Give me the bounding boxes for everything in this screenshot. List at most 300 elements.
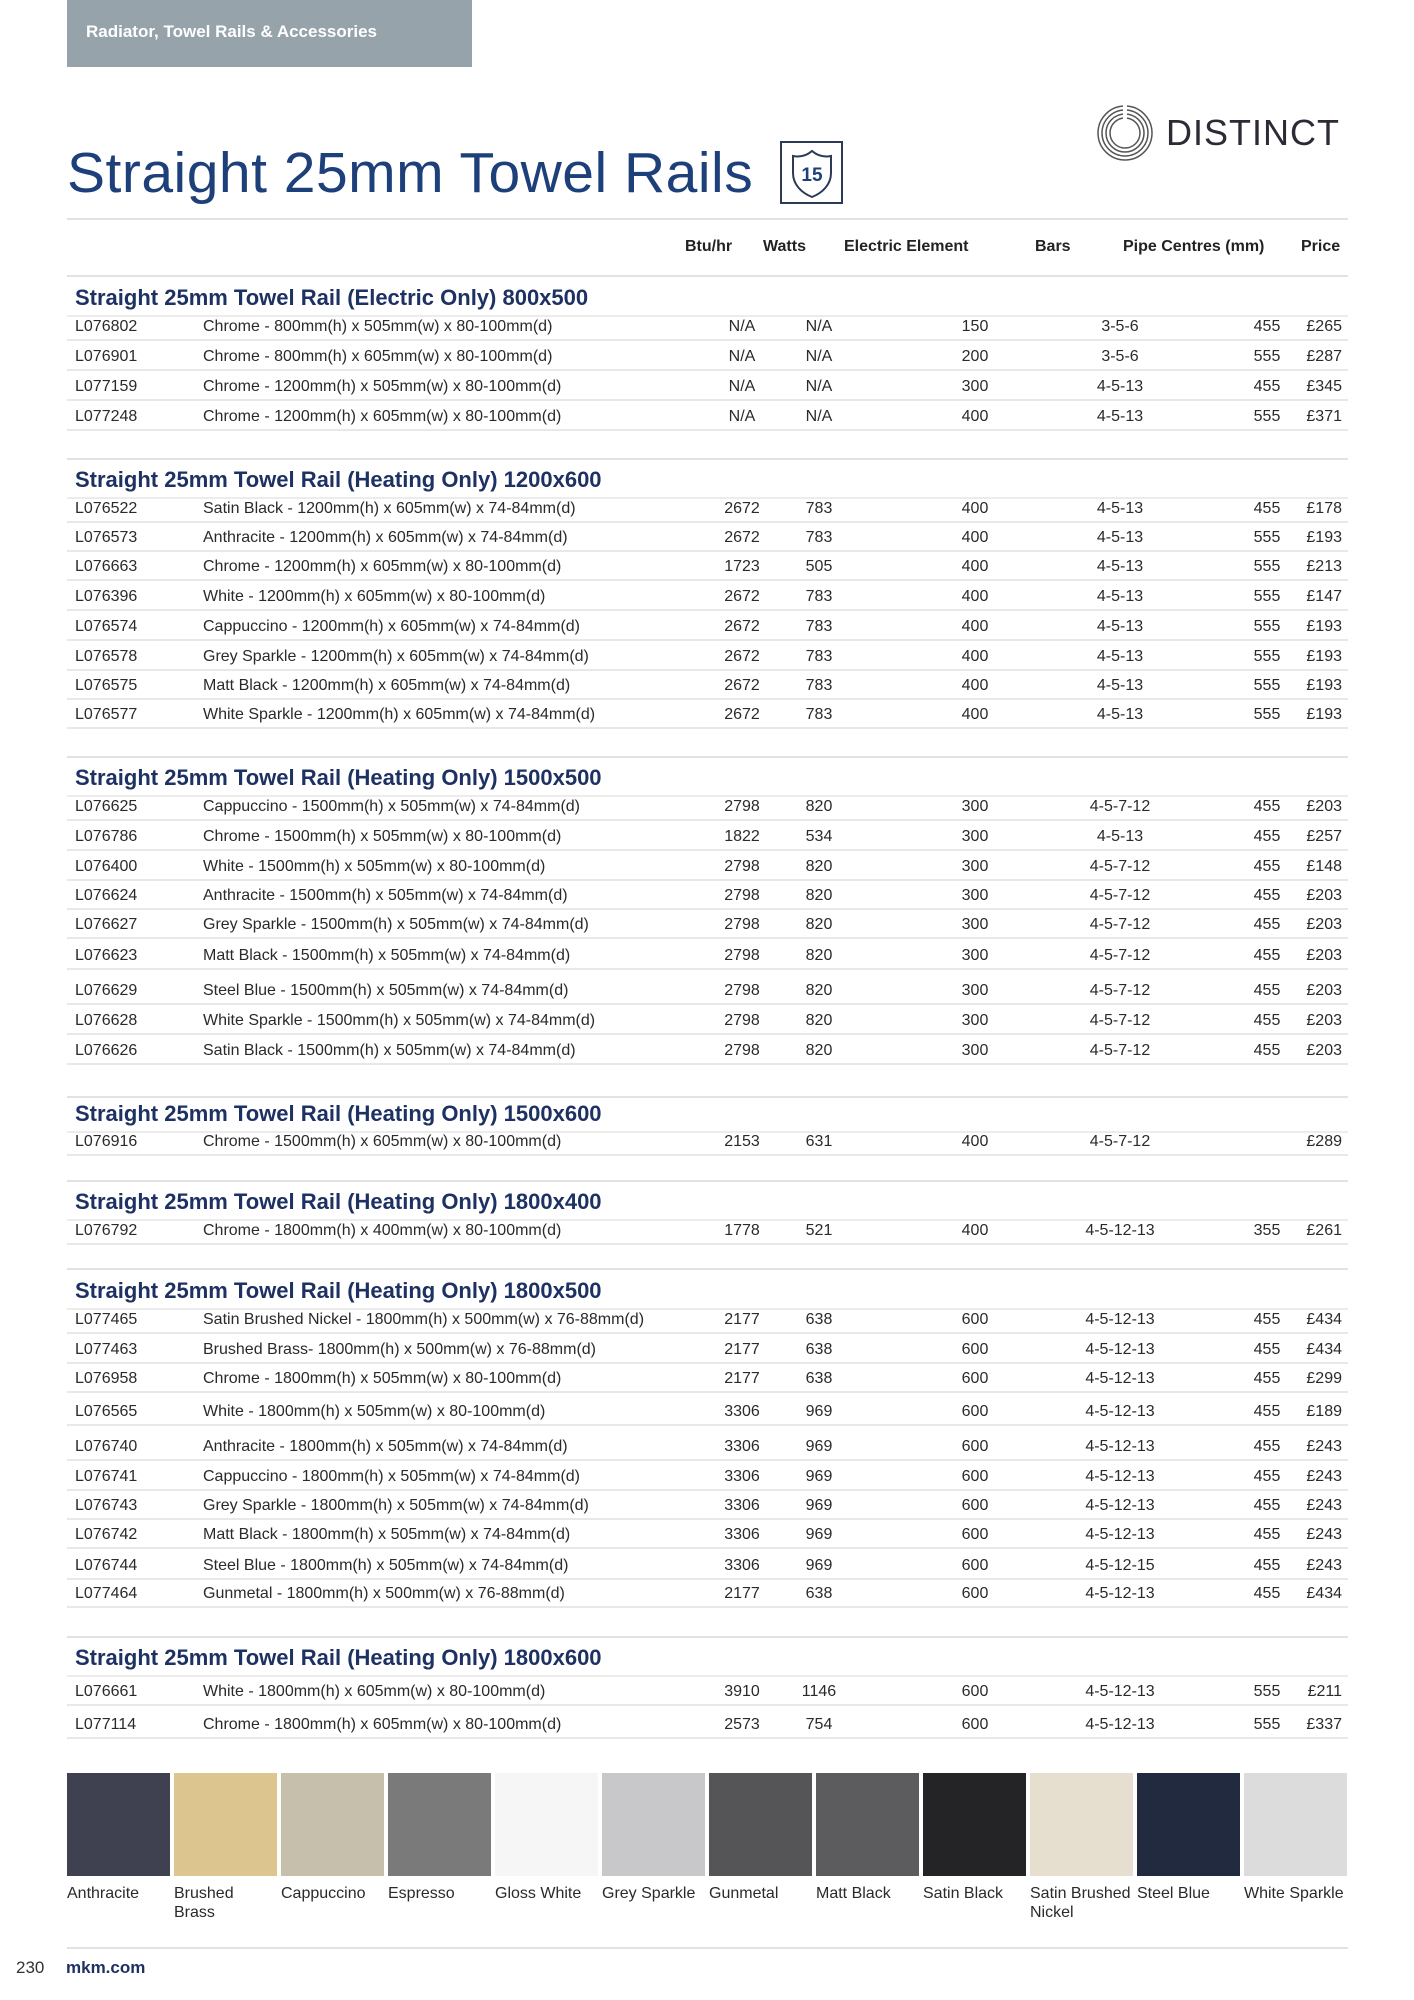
cell-pipe: 555 xyxy=(1253,408,1281,425)
cell-price: £434 xyxy=(1306,1585,1342,1602)
cell-pipe: 455 xyxy=(1253,1012,1281,1029)
cell-element: 300 xyxy=(961,378,989,395)
cell-desc: Chrome - 1500mm(h) x 605mm(w) x 80-100mm(d) xyxy=(203,1133,562,1150)
cell-bars: 4-5-7-12 xyxy=(1089,1012,1151,1029)
swatch-color-chip xyxy=(388,1773,491,1876)
cell-watts: 638 xyxy=(805,1585,833,1602)
cell-pipe: 555 xyxy=(1253,677,1281,694)
cell-desc: Anthracite - 1800mm(h) x 505mm(w) x 74-84mm(d) xyxy=(203,1438,568,1455)
cell-desc: White - 1800mm(h) x 605mm(w) x 80-100mm(d) xyxy=(203,1683,546,1700)
table-row xyxy=(67,1365,1348,1393)
swatch-label: Espresso xyxy=(388,1885,455,1902)
cell-desc: Anthracite - 1500mm(h) x 505mm(w) x 74-84mm(d) xyxy=(203,887,568,904)
cell-price: £243 xyxy=(1306,1438,1342,1455)
cell-desc: Matt Black - 1200mm(h) x 605mm(w) x 74-84mm(d) xyxy=(203,677,571,694)
swatch-label: Matt Black xyxy=(816,1885,891,1902)
section-title: Straight 25mm Towel Rail (Heating Only) 1800x600 xyxy=(75,1645,602,1670)
cell-price: £243 xyxy=(1306,1557,1342,1574)
cell-price: £213 xyxy=(1306,558,1342,575)
swatch-color-chip xyxy=(923,1773,1026,1876)
title-divider xyxy=(67,218,1348,220)
cell-btu: N/A xyxy=(728,408,756,425)
cell-code: L076901 xyxy=(75,348,138,365)
finish-swatch xyxy=(709,1773,812,1903)
cell-bars: 4-5-13 xyxy=(1096,828,1144,845)
cell-btu: 1822 xyxy=(724,828,760,845)
category-tab xyxy=(67,0,472,67)
cell-element: 600 xyxy=(961,1468,989,1485)
cell-code: L077248 xyxy=(75,408,138,425)
shield-icon xyxy=(790,149,834,199)
cell-element: 600 xyxy=(961,1526,989,1543)
cell-bars: 4-5-12-13 xyxy=(1085,1403,1155,1420)
cell-btu: 2177 xyxy=(724,1311,760,1328)
cell-code: L077114 xyxy=(75,1716,137,1733)
cell-btu: 2672 xyxy=(724,677,760,694)
cell-pipe: 455 xyxy=(1253,1468,1281,1485)
cell-code: L076396 xyxy=(75,588,138,605)
table-row xyxy=(67,1037,1348,1065)
cell-code: L076663 xyxy=(75,558,138,575)
finish-swatch xyxy=(1137,1773,1240,1903)
cell-pipe: 455 xyxy=(1253,798,1281,815)
cell-btu: 2798 xyxy=(724,982,760,999)
cell-watts: 505 xyxy=(805,558,833,575)
cell-pipe: 555 xyxy=(1253,529,1281,546)
cell-btu: 2672 xyxy=(724,648,760,665)
cell-element: 400 xyxy=(961,706,989,723)
table-row xyxy=(67,1678,1348,1706)
cell-pipe: 555 xyxy=(1253,618,1281,635)
cell-bars: 4-5-7-12 xyxy=(1089,916,1151,933)
cell-pipe: 455 xyxy=(1253,1311,1281,1328)
cell-btu: 3910 xyxy=(724,1683,760,1700)
section-title: Straight 25mm Towel Rail (Heating Only) 1800x500 xyxy=(75,1278,602,1303)
cell-bars: 4-5-13 xyxy=(1096,677,1144,694)
row-divider xyxy=(67,669,1348,671)
swatch-color-chip xyxy=(816,1773,919,1876)
row-divider xyxy=(67,609,1348,611)
cell-code: L076741 xyxy=(75,1468,138,1485)
cell-watts: 783 xyxy=(805,706,833,723)
cell-price: £203 xyxy=(1306,947,1342,964)
cell-btu: 2672 xyxy=(724,706,760,723)
finish-swatches xyxy=(67,1773,1348,1953)
row-divider xyxy=(67,1003,1348,1005)
cell-desc: Cappuccino - 1800mm(h) x 505mm(w) x 74-84mm(d) xyxy=(203,1468,580,1485)
cell-price: £203 xyxy=(1306,916,1342,933)
cell-desc: White Sparkle - 1500mm(h) x 505mm(w) x 74-84mm(d) xyxy=(203,1012,596,1029)
cell-watts: 783 xyxy=(805,529,833,546)
finish-swatch xyxy=(1030,1773,1133,1922)
row-divider xyxy=(67,1243,1348,1245)
cell-element: 300 xyxy=(961,947,989,964)
cell-bars: 4-5-7-12 xyxy=(1089,798,1151,815)
cell-btu: N/A xyxy=(728,318,756,335)
cell-bars: 4-5-12-15 xyxy=(1085,1557,1155,1574)
cell-code: L076577 xyxy=(75,706,138,723)
section-title: Straight 25mm Towel Rail (Heating Only) 1800x400 xyxy=(75,1189,602,1214)
cell-watts: 820 xyxy=(805,858,833,875)
cell-pipe: 455 xyxy=(1253,858,1281,875)
cell-watts: 783 xyxy=(805,618,833,635)
cell-pipe: 555 xyxy=(1253,588,1281,605)
cell-pipe: 455 xyxy=(1253,887,1281,904)
swatch-color-chip xyxy=(602,1773,705,1876)
row-divider xyxy=(67,639,1348,641)
cell-desc: White Sparkle - 1200mm(h) x 605mm(w) x 74-84mm(d) xyxy=(203,706,596,723)
cell-desc: Chrome - 1800mm(h) x 505mm(w) x 80-100mm(d) xyxy=(203,1370,562,1387)
swatch-color-chip xyxy=(709,1773,812,1876)
cell-btu: 2798 xyxy=(724,916,760,933)
cell-element: 150 xyxy=(961,318,989,335)
cell-watts: 969 xyxy=(805,1403,833,1420)
cell-bars: 4-5-13 xyxy=(1096,529,1144,546)
cell-desc: Matt Black - 1800mm(h) x 505mm(w) x 74-84mm(d) xyxy=(203,1526,571,1543)
table-row xyxy=(67,1007,1348,1035)
cell-price: £203 xyxy=(1306,887,1342,904)
table-row xyxy=(67,1711,1348,1739)
row-divider xyxy=(67,1033,1348,1035)
site-link[interactable]: mkm.com xyxy=(66,1958,146,1977)
cell-bars: 4-5-7-12 xyxy=(1089,858,1151,875)
row-divider xyxy=(67,399,1348,401)
cell-code: L077463 xyxy=(75,1341,138,1358)
cell-code: L076565 xyxy=(75,1403,138,1420)
row-divider xyxy=(67,727,1348,729)
cell-price: £203 xyxy=(1306,982,1342,999)
cell-btu: 2798 xyxy=(724,887,760,904)
cell-element: 400 xyxy=(961,1133,989,1150)
swatch-color-chip xyxy=(1137,1773,1240,1876)
cell-element: 600 xyxy=(961,1438,989,1455)
cell-element: 600 xyxy=(961,1370,989,1387)
swatch-color-chip xyxy=(67,1773,170,1876)
cell-code: L076740 xyxy=(75,1438,138,1455)
table-row xyxy=(67,853,1348,881)
cell-desc: Chrome - 1200mm(h) x 605mm(w) x 80-100mm(d) xyxy=(203,408,562,425)
table-row xyxy=(67,1552,1348,1580)
cell-code: L076742 xyxy=(75,1526,138,1543)
row-divider xyxy=(67,879,1348,881)
cell-watts: 521 xyxy=(805,1222,833,1239)
cell-btu: 2798 xyxy=(724,858,760,875)
cell-element: 300 xyxy=(961,982,989,999)
cell-bars: 4-5-12-13 xyxy=(1085,1585,1155,1602)
brand-name: DISTINCT xyxy=(1166,112,1340,153)
cell-desc: Chrome - 1800mm(h) x 605mm(w) x 80-100mm(d) xyxy=(203,1716,562,1733)
cell-bars: 4-5-13 xyxy=(1096,558,1144,575)
row-divider xyxy=(67,1704,1348,1706)
cell-element: 600 xyxy=(961,1497,989,1514)
header-divider xyxy=(67,275,1348,277)
cell-desc: Anthracite - 1200mm(h) x 605mm(w) x 74-84mm(d) xyxy=(203,529,568,546)
table-row xyxy=(67,1492,1348,1520)
cell-code: L076786 xyxy=(75,828,138,845)
cell-price: £337 xyxy=(1306,1716,1342,1733)
table-row xyxy=(67,613,1348,641)
cell-desc: Chrome - 1200mm(h) x 605mm(w) x 80-100mm(d) xyxy=(203,558,562,575)
cell-price: £203 xyxy=(1306,1042,1342,1059)
table-row xyxy=(67,313,1348,341)
row-divider xyxy=(67,521,1348,523)
row-divider xyxy=(67,339,1348,341)
row-divider xyxy=(67,968,1348,970)
swatch-color-chip xyxy=(495,1773,598,1876)
cell-price: £287 xyxy=(1306,348,1342,365)
cell-desc: Brushed Brass- 1800mm(h) x 500mm(w) x 76-88mm(d) xyxy=(203,1341,596,1358)
section-title: Straight 25mm Towel Rail (Heating Only) 1500x500 xyxy=(75,765,602,790)
cell-btu: 2573 xyxy=(724,1716,760,1733)
cell-watts: 638 xyxy=(805,1311,833,1328)
finish-swatch xyxy=(174,1773,277,1922)
section-title: Straight 25mm Towel Rail (Electric Only) 800x500 xyxy=(75,285,589,310)
cell-code: L076743 xyxy=(75,1497,138,1514)
cell-element: 400 xyxy=(961,588,989,605)
table-row xyxy=(67,823,1348,851)
cell-desc: White - 1500mm(h) x 505mm(w) x 80-100mm(d) xyxy=(203,858,546,875)
cell-price: £211 xyxy=(1307,1683,1342,1700)
cell-btu: 2177 xyxy=(724,1585,760,1602)
table-row xyxy=(67,583,1348,611)
cell-desc: Satin Black - 1500mm(h) x 505mm(w) x 74-84mm(d) xyxy=(203,1042,576,1059)
footer-divider xyxy=(67,1947,1348,1949)
cell-element: 400 xyxy=(961,529,989,546)
cell-code: L076578 xyxy=(75,648,138,665)
row-divider xyxy=(67,819,1348,821)
cell-watts: 820 xyxy=(805,887,833,904)
cell-desc: Chrome - 1500mm(h) x 505mm(w) x 80-100mm(d) xyxy=(203,828,562,845)
cell-desc: Chrome - 1200mm(h) x 505mm(w) x 80-100mm(d) xyxy=(203,378,562,395)
cell-price: £203 xyxy=(1306,798,1342,815)
cell-price: £345 xyxy=(1306,378,1342,395)
cell-watts: 783 xyxy=(805,500,833,517)
cell-bars: 4-5-13 xyxy=(1096,648,1144,665)
cell-element: 400 xyxy=(961,648,989,665)
table-row xyxy=(67,403,1348,431)
cell-element: 400 xyxy=(961,500,989,517)
row-divider xyxy=(67,1547,1348,1549)
row-divider xyxy=(67,1332,1348,1334)
finish-swatch xyxy=(495,1773,598,1903)
cell-code: L076916 xyxy=(75,1133,138,1150)
table-row xyxy=(67,942,1348,970)
cell-btu: 3306 xyxy=(724,1497,760,1514)
cell-bars: 4-5-12-13 xyxy=(1085,1438,1155,1455)
cell-price: £265 xyxy=(1306,318,1342,335)
cell-element: 300 xyxy=(961,916,989,933)
row-divider xyxy=(67,1737,1348,1739)
page-number: 230 xyxy=(16,1958,45,1977)
cell-watts: 754 xyxy=(805,1716,833,1733)
cell-price: £178 xyxy=(1306,500,1342,517)
cell-watts: 1146 xyxy=(801,1683,837,1700)
cell-btu: 3306 xyxy=(724,1557,760,1574)
cell-btu: 2798 xyxy=(724,798,760,815)
cell-code: L076624 xyxy=(75,887,138,904)
cell-btu: 3306 xyxy=(724,1438,760,1455)
section-title: Straight 25mm Towel Rail (Heating Only) 1200x600 xyxy=(75,467,602,492)
cell-btu: 3306 xyxy=(724,1403,760,1420)
cell-btu: 2177 xyxy=(724,1341,760,1358)
cell-watts: 820 xyxy=(805,947,833,964)
cell-element: 400 xyxy=(961,558,989,575)
table-row xyxy=(67,1128,1348,1156)
cell-bars: 4-5-12-13 xyxy=(1085,1370,1155,1387)
row-divider xyxy=(67,369,1348,371)
table-row xyxy=(67,672,1348,700)
cell-btu: 1723 xyxy=(724,558,760,575)
cell-price: £193 xyxy=(1306,648,1342,665)
section-divider xyxy=(67,1096,1348,1098)
cell-code: L076792 xyxy=(75,1222,138,1239)
table-row xyxy=(67,1306,1348,1334)
cell-code: L076522 xyxy=(75,500,138,517)
cell-pipe: 555 xyxy=(1253,558,1281,575)
cell-element: 300 xyxy=(961,828,989,845)
finish-swatch xyxy=(281,1773,384,1903)
cell-desc: Chrome - 800mm(h) x 505mm(w) x 80-100mm(d) xyxy=(203,318,553,335)
cell-bars: 4-5-12-13 xyxy=(1085,1497,1155,1514)
cell-pipe: 455 xyxy=(1253,500,1281,517)
cell-element: 400 xyxy=(961,677,989,694)
cell-element: 600 xyxy=(961,1403,989,1420)
col-price: Price xyxy=(1301,238,1341,255)
cell-price: £243 xyxy=(1306,1526,1342,1543)
cell-price: £147 xyxy=(1306,588,1342,605)
cell-pipe: 555 xyxy=(1253,348,1281,365)
cell-price: £203 xyxy=(1306,1012,1342,1029)
swatch-label: Brushed Brass xyxy=(174,1885,234,1921)
table-row xyxy=(67,1580,1348,1608)
cell-pipe: 455 xyxy=(1253,1497,1281,1514)
swatch-color-chip xyxy=(1244,1773,1347,1876)
row-divider xyxy=(67,937,1348,939)
cell-pipe: 355 xyxy=(1253,1222,1281,1239)
cell-desc: Grey Sparkle - 1200mm(h) x 605mm(w) x 74-84mm(d) xyxy=(203,648,589,665)
table-row xyxy=(67,373,1348,401)
cell-watts: 631 xyxy=(805,1133,833,1150)
table-row xyxy=(67,701,1348,729)
cell-element: 300 xyxy=(961,1012,989,1029)
cell-btu: N/A xyxy=(728,378,756,395)
cell-desc: Grey Sparkle - 1800mm(h) x 505mm(w) x 74-84mm(d) xyxy=(203,1497,589,1514)
swatch-label: Anthracite xyxy=(67,1885,140,1902)
cell-code: L076802 xyxy=(75,318,138,335)
cell-desc: White - 1800mm(h) x 505mm(w) x 80-100mm(d) xyxy=(203,1403,546,1420)
cell-watts: 783 xyxy=(805,648,833,665)
col-element: Electric Element xyxy=(844,238,969,255)
cell-price: £193 xyxy=(1306,706,1342,723)
column-headers xyxy=(67,238,1348,262)
cell-price: £148 xyxy=(1306,858,1342,875)
guarantee-badge xyxy=(780,141,843,204)
cell-btu: 2153 xyxy=(724,1133,760,1150)
swatch-label: Steel Blue xyxy=(1137,1885,1210,1902)
cell-btu: 2672 xyxy=(724,500,760,517)
cell-watts: N/A xyxy=(805,318,833,335)
table-row xyxy=(67,343,1348,371)
cell-price: £434 xyxy=(1306,1311,1342,1328)
table-row xyxy=(67,643,1348,671)
col-btu: Btu/hr xyxy=(685,238,733,255)
cell-desc: Chrome - 800mm(h) x 605mm(w) x 80-100mm(d) xyxy=(203,348,553,365)
cell-watts: 820 xyxy=(805,1012,833,1029)
row-divider xyxy=(67,1154,1348,1156)
cell-pipe: 455 xyxy=(1253,1403,1281,1420)
swatch-label: Gunmetal xyxy=(709,1885,779,1902)
cell-bars: 4-5-13 xyxy=(1096,500,1144,517)
cell-watts: 638 xyxy=(805,1370,833,1387)
cell-bars: 4-5-7-12 xyxy=(1089,947,1151,964)
cell-code: L076744 xyxy=(75,1557,138,1574)
cell-code: L076627 xyxy=(75,916,138,933)
cell-pipe: 555 xyxy=(1253,706,1281,723)
cell-bars: 4-5-12-13 xyxy=(1085,1222,1155,1239)
cell-pipe: 455 xyxy=(1253,1526,1281,1543)
cell-bars: 4-5-7-12 xyxy=(1089,1133,1151,1150)
col-watts: Watts xyxy=(763,238,806,255)
cell-watts: 969 xyxy=(805,1526,833,1543)
cell-desc: Satin Black - 1200mm(h) x 605mm(w) x 74-84mm(d) xyxy=(203,500,576,517)
cell-code: L077159 xyxy=(75,378,138,395)
swatch-label: Grey Sparkle xyxy=(602,1885,696,1902)
cell-desc: Grey Sparkle - 1500mm(h) x 505mm(w) x 74-84mm(d) xyxy=(203,916,589,933)
row-divider xyxy=(67,698,1348,700)
cell-pipe: 455 xyxy=(1253,1585,1281,1602)
cell-pipe: 555 xyxy=(1253,1683,1281,1700)
cell-bars: 4-5-7-12 xyxy=(1089,887,1151,904)
cell-desc: Steel Blue - 1500mm(h) x 505mm(w) x 74-84mm(d) xyxy=(203,982,569,999)
cell-code: L076400 xyxy=(75,858,138,875)
cell-bars: 3-5-6 xyxy=(1101,318,1139,335)
cell-element: 400 xyxy=(961,618,989,635)
cell-price: £193 xyxy=(1306,618,1342,635)
cell-pipe: 455 xyxy=(1253,916,1281,933)
swatch-color-chip xyxy=(281,1773,384,1876)
cell-element: 600 xyxy=(961,1683,989,1700)
row-divider xyxy=(67,1606,1348,1608)
row-divider xyxy=(67,849,1348,851)
table-row xyxy=(67,553,1348,581)
cell-code: L076629 xyxy=(75,982,138,999)
table-row xyxy=(67,1217,1348,1245)
cell-btu: N/A xyxy=(728,348,756,365)
cell-bars: 4-5-12-13 xyxy=(1085,1526,1155,1543)
cell-watts: 783 xyxy=(805,677,833,694)
cell-code: L076661 xyxy=(75,1683,138,1700)
cell-price: £289 xyxy=(1306,1133,1342,1150)
cell-price: £193 xyxy=(1306,677,1342,694)
table-row xyxy=(67,1463,1348,1491)
cell-bars: 4-5-13 xyxy=(1096,378,1144,395)
cell-bars: 4-5-12-13 xyxy=(1085,1468,1155,1485)
finish-swatch xyxy=(1244,1773,1347,1903)
cell-pipe: 455 xyxy=(1253,1341,1281,1358)
cell-pipe: 455 xyxy=(1253,1370,1281,1387)
section-divider xyxy=(67,458,1348,460)
section-divider xyxy=(67,1268,1348,1270)
cell-pipe: 455 xyxy=(1253,982,1281,999)
cell-code: L076958 xyxy=(75,1370,138,1387)
row-divider xyxy=(67,1424,1348,1426)
cell-pipe: 555 xyxy=(1253,648,1281,665)
page-title: Straight 25mm Towel Rails xyxy=(67,141,754,205)
cell-code: L077465 xyxy=(75,1311,138,1328)
row-divider xyxy=(67,908,1348,910)
finish-swatch xyxy=(602,1773,705,1903)
cell-btu: 2177 xyxy=(724,1370,760,1387)
